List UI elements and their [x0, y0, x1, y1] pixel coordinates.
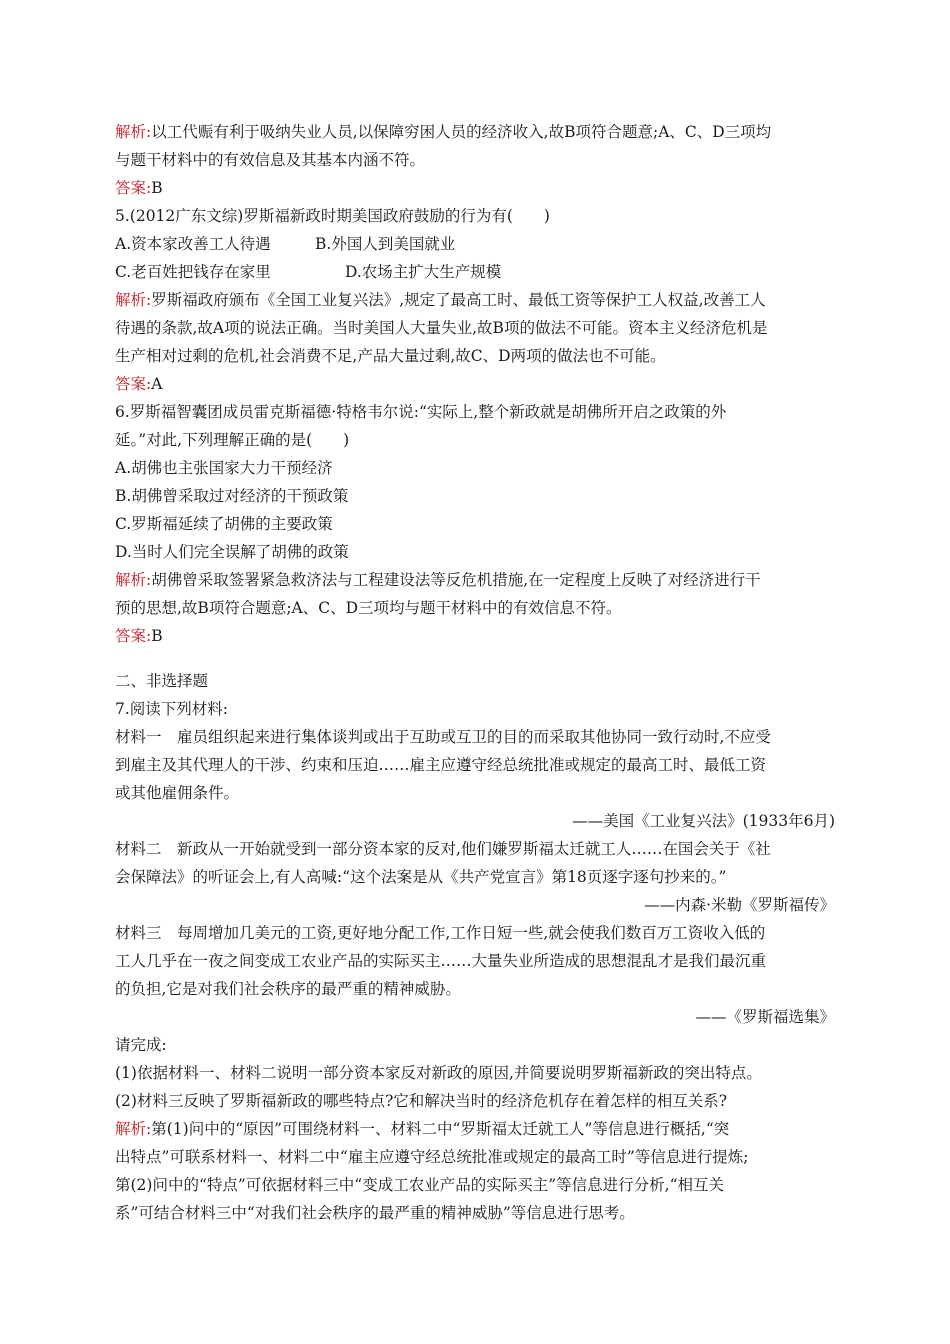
- material-1-text: 材料一 雇员组织起来进行集体谈判或出于互助或互卫的目的而采取其他协同一致行动时,不应受: [115, 728, 771, 746]
- material-3-source: ——《罗斯福选集》: [695, 1008, 835, 1026]
- sub-question-1: (1)依据材料一、材料二说明一部分资本家反对新政的原因,并简要说明罗斯福新政的突出特点。: [115, 1064, 762, 1082]
- answer-value: A: [151, 375, 163, 393]
- answer-line: [115, 174, 835, 202]
- section-gap: [115, 650, 835, 667]
- question-6-stem: 6.罗斯福智囊团成员雷克斯福德·特格韦尔说:“实际上,整个新政就是胡佛所开启之政策的外: [115, 403, 727, 421]
- analysis-text: 待遇的条款,故A项的说法正确。当时美国人大量失业,故B项的做法不可能。资本主义经济危机是: [115, 319, 768, 337]
- material-2-source: ——内森·米勒《罗斯福传》: [644, 896, 835, 914]
- analysis-text: 与题干材料中的有效信息及其基本内涵不符。: [115, 151, 426, 169]
- option-b: B.外国人到美国就业: [315, 235, 456, 253]
- analysis-text: 第(1)问中的“原因”可围绕材料一、材料二中“罗斯福太迁就工人”等信息进行概括,“突: [151, 1120, 730, 1138]
- answer-value: B: [151, 179, 163, 197]
- analysis-text: 系”可结合材料三中“对我们社会秩序的最严重的精神威胁”等信息进行思考。: [115, 1204, 635, 1222]
- option-c: C.罗斯福延续了胡佛的主要政策: [115, 515, 333, 533]
- answer-line: [115, 370, 835, 398]
- answer-line: [115, 622, 835, 650]
- material-1-source: ——美国《工业复兴法》(1933年6月): [572, 812, 835, 830]
- analysis-line: [115, 1115, 835, 1143]
- answer-label: 答案:: [115, 179, 152, 197]
- material-1-text: 到雇主及其代理人的干涉、约束和压迫……雇主应遵守经总统批准或规定的最高工时、最低工资: [115, 756, 767, 774]
- section-title: 二、非选择题: [115, 672, 209, 690]
- question-7-intro: 7.阅读下列材料:: [115, 700, 229, 718]
- option-a: A.胡佛也主张国家大力干预经济: [115, 459, 333, 477]
- analysis-label: 解析:: [115, 123, 152, 141]
- question-6-stem: 延。”对此,下列理解正确的是( ): [115, 431, 350, 449]
- material-3-text: 材料三 每周增加几美元的工资,更好地分配工作,工作日短一些,就会使我们数百万工资收入低的: [115, 924, 766, 942]
- document-page: [115, 118, 835, 1227]
- answer-value: B: [151, 627, 163, 645]
- answer-label: 答案:: [115, 627, 152, 645]
- question-5-stem: 5.(2012广东文综)罗斯福新政时期美国政府鼓励的行为有( ): [115, 207, 550, 225]
- analysis-text: 出特点”可联系材料一、材料二中“雇主应遵守经总统批准或规定的最高工时”等信息进行提炼;: [115, 1148, 749, 1166]
- analysis-label: 解析:: [115, 291, 152, 309]
- analysis-label: 解析:: [115, 1120, 152, 1138]
- answer-label: 答案:: [115, 375, 152, 393]
- analysis-text: 第(2)问中的“特点”可依据材料三中“变成工农业产品的实际买主”等信息进行分析,“相互关: [115, 1176, 725, 1194]
- analysis-label: 解析:: [115, 571, 152, 589]
- material-2-text: 会保障法》的听证会上,有人高喊:“这个法案是从《共产党宣言》第18页逐字逐句抄来的。”: [115, 868, 727, 886]
- sub-question-2: (2)材料三反映了罗斯福新政的哪些特点?它和解决当时的经济危机存在着怎样的相互关系?: [115, 1092, 728, 1110]
- option-b: B.胡佛曾采取过对经济的干预政策: [115, 487, 349, 505]
- option-row: [115, 230, 835, 258]
- option-d: D.农场主扩大生产规模: [345, 263, 502, 281]
- analysis-text: 胡佛曾采取签署紧急救济法与工程建设法等反危机措施,在一定程度上反映了对经济进行干: [151, 571, 761, 589]
- analysis-text: 以工代赈有利于吸纳失业人员,以保障穷困人员的经济收入,故B项符合题意;A、C、D三项均: [151, 123, 772, 141]
- option-d: D.当时人们完全误解了胡佛的政策: [115, 543, 349, 561]
- analysis-line: [115, 286, 835, 314]
- please-complete: 请完成:: [115, 1036, 167, 1054]
- option-a: A.资本家改善工人待遇: [115, 235, 271, 253]
- material-3-text: 工人几乎在一夜之间变成工农业产品的实际买主……大量失业所造成的思想混乱才是我们最沉重: [115, 952, 767, 970]
- analysis-line: [115, 118, 835, 146]
- analysis-text: 罗斯福政府颁布《全国工业复兴法》,规定了最高工时、最低工资等保护工人权益,改善工人: [151, 291, 766, 309]
- analysis-text: 预的思想,故B项符合题意;A、C、D三项均与题干材料中的有效信息不符。: [115, 599, 622, 617]
- material-1-text: 或其他雇佣条件。: [115, 784, 240, 802]
- option-c: C.老百姓把钱存在家里: [115, 263, 271, 281]
- analysis-line: [115, 566, 835, 594]
- material-2-text: 材料二 新政从一开始就受到一部分资本家的反对,他们嫌罗斯福太迁就工人……在国会关于《社: [115, 840, 771, 858]
- option-row: [115, 258, 835, 286]
- analysis-text: 生产相对过剩的危机,社会消费不足,产品大量过剩,故C、D两项的做法也不可能。: [115, 347, 666, 365]
- material-3-text: 的负担,它是对我们社会秩序的最严重的精神威胁。: [115, 980, 461, 998]
